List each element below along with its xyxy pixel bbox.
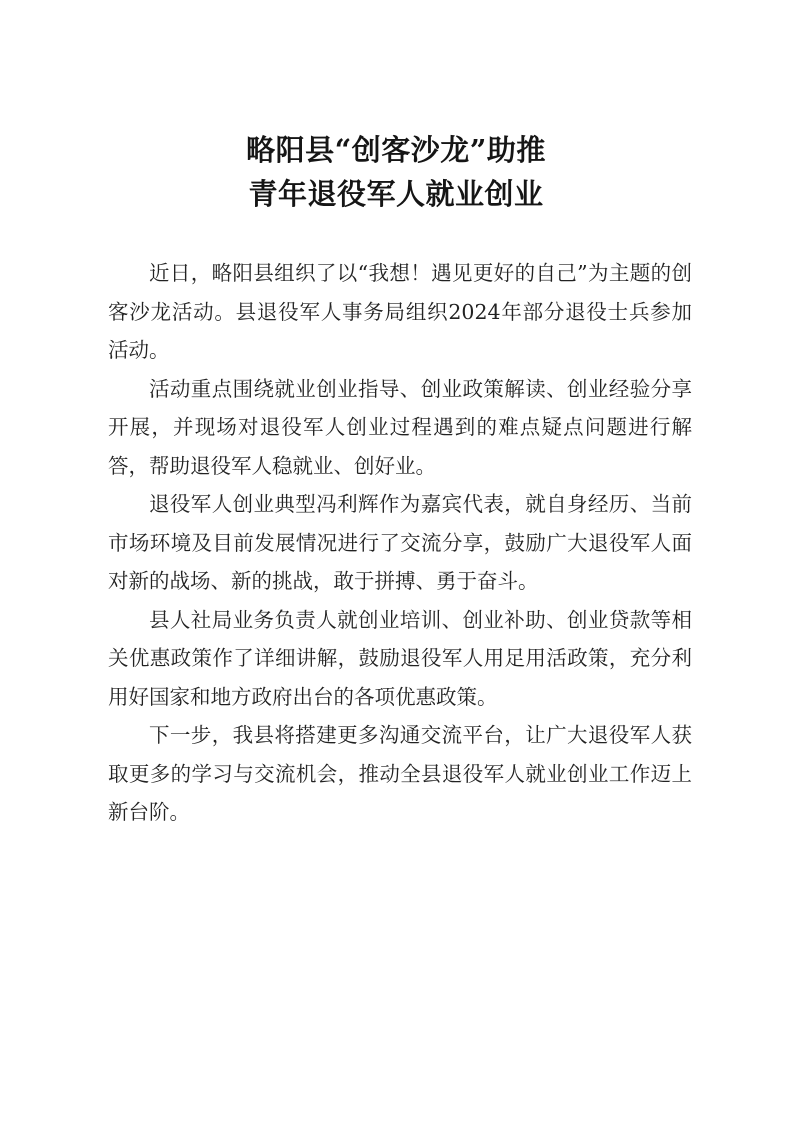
title-line-2: 青年退役军人就业创业 [248, 177, 544, 211]
article-body [108, 254, 692, 832]
article-title [0, 128, 792, 216]
paragraph-2: 活动重点围绕就业创业指导、创业政策解读、创业经验分享开展，并现场对退役军人创业过程遇到的难点疑点问题进行解答，帮助退役军人稳就业、创好业。 [108, 376, 692, 478]
paragraph-4: 县人社局业务负责人就创业培训、创业补助、创业贷款等相关优惠政策作了详细讲解，鼓励退役军人用足用活政策，充分利用好国家和地方政府出台的各项优惠政策。 [108, 607, 692, 709]
title-line-1: 略阳县“创客沙龙”助推 [246, 133, 546, 167]
paragraph-5: 下一步，我县将搭建更多沟通交流平台，让广大退役军人获取更多的学习与交流机会，推动全县退役军人就业创业工作迈上新台阶。 [108, 723, 692, 824]
paragraph-1: 近日，略阳县组织了以“我想！遇见更好的自己”为主题的创客沙龙活动。县退役军人事务局组织2024年部分退役士兵参加活动。 [108, 261, 692, 362]
paragraph-3: 退役军人创业典型冯利辉作为嘉宾代表，就自身经历、当前市场环境及目前发展情况进行了交流分享，鼓励广大退役军人面对新的战场、新的挑战，敢于拼搏、勇于奋斗。 [108, 492, 692, 593]
